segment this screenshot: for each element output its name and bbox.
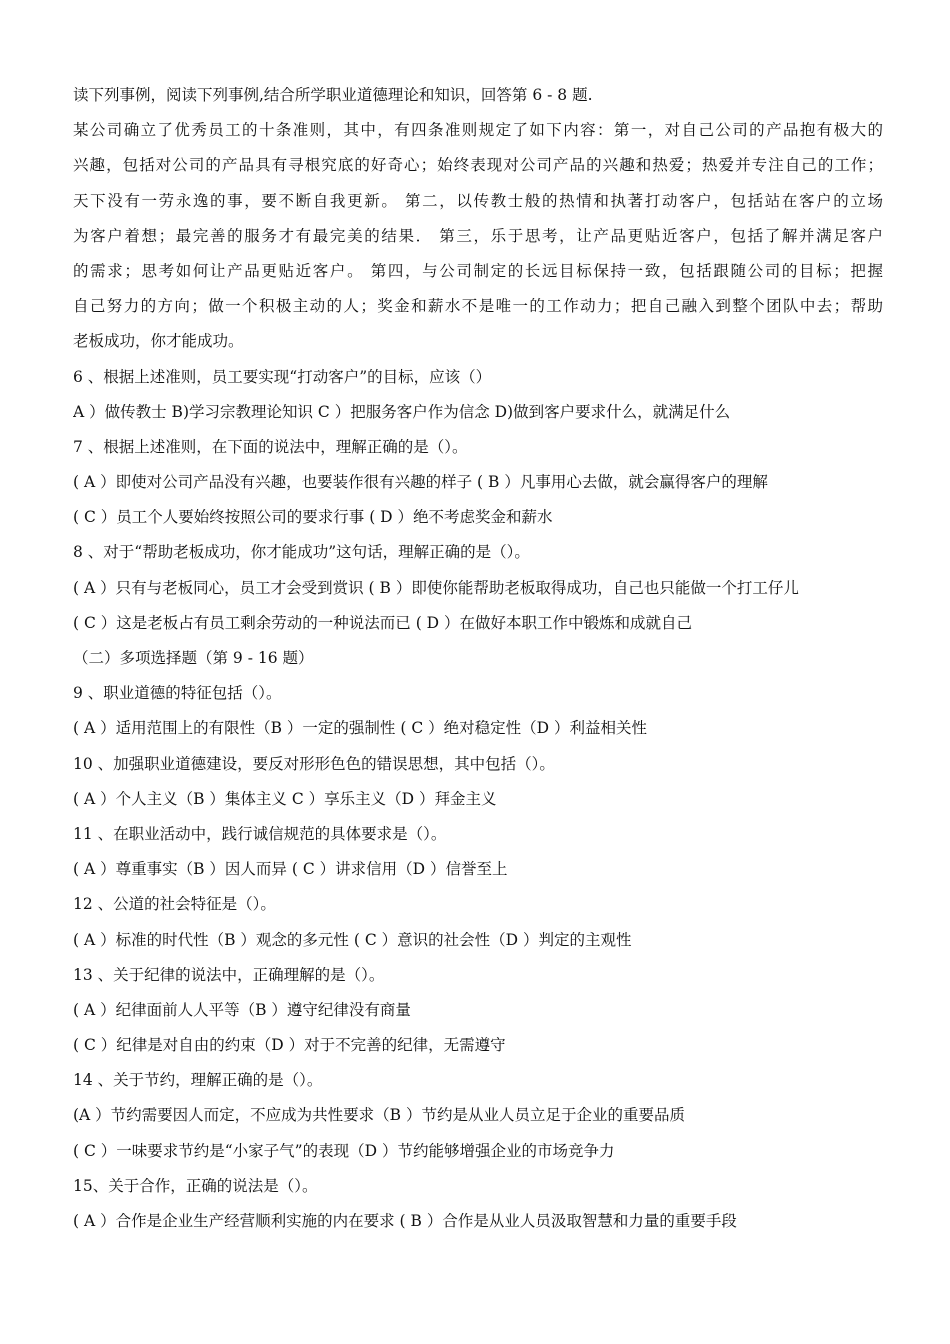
question-12: 12 、公道的社会特征是（）。 <box>73 895 276 914</box>
passage-line: 兴趣，包括对公司的产品具有寻根究底的好奇心；始终表现对公司产品的兴趣和热爱；热爱并专注自己的工作； <box>73 156 883 175</box>
question-10-options: ( A ）个人主义（B ）集体主义 C ）享乐主义（D ）拜金主义 <box>73 789 497 808</box>
question-9: 9 、职业道德的特征包括（）。 <box>73 684 282 703</box>
question-12-options: ( A ）标准的时代性（B ）观念的多元性 ( C ）意识的社会性（D ）判定的主观性 <box>73 930 632 949</box>
section-heading: （二）多项选择题（第 9 - 16 题） <box>73 649 314 667</box>
passage-line: 老板成功，你才能成功。 <box>73 332 244 351</box>
question-7-options: ( A ）即使对公司产品没有兴趣，也要装作很有兴趣的样子 ( B ）凡事用心去做，就会赢得客户的理解 <box>73 473 768 492</box>
question-7: 7 、根据上述准则，在下面的说法中，理解正确的是（）。 <box>73 437 468 456</box>
question-14-options: (A ）节约需要因人而定，不应成为共性要求（B ）节约是从业人员立足于企业的重要品质 <box>73 1106 685 1125</box>
intro-line: 读下列事例，阅读下列事例,结合所学职业道德理论和知识，回答第 6 - 8 题. <box>73 86 593 104</box>
document-page <box>73 78 883 1239</box>
case-passage <box>73 113 883 359</box>
question-8: 8 、对于“帮助老板成功，你才能成功”这句话，理解正确的是（）。 <box>73 543 530 562</box>
question-8-options: ( C ）这是老板占有员工剩余劳动的一种说法而已 ( D ）在做好本职工作中锻炼和成就自己 <box>73 613 693 632</box>
question-11: 11 、在职业活动中，践行诚信规范的具体要求是（）。 <box>73 824 447 843</box>
question-10: 10 、加强职业道德建设，要反对形形色色的错误思想，其中包括（）。 <box>73 754 555 773</box>
question-6-options: A ）做传教士 B)学习宗教理论知识 C ）把服务客户作为信念 D)做到客户要求什么，就满足什么 <box>73 402 731 421</box>
question-14-options: ( C ）一味要求节约是“小家子气”的表现（D ）节约能够增强企业的市场竞争力 <box>73 1141 615 1160</box>
question-15-options: ( A ）合作是企业生产经营顺利实施的内在要求 ( B ）合作是从业人员汲取智慧和力量的重要手段 <box>73 1212 737 1230</box>
question-15: 15、关于合作，正确的说法是（）。 <box>73 1176 318 1195</box>
passage-line: 天下没有一劳永逸的事，要不断自我更新。 第二，以传教士般的热情和执著打动客户，包括站在客户的立场 <box>73 191 883 210</box>
question-7-options: ( C ）员工个人要始终按照公司的要求行事 ( D ）绝不考虑奖金和薪水 <box>73 508 553 527</box>
question-11-options: ( A ）尊重事实（B ）因人而异 ( C ）讲求信用（D ）信誉至上 <box>73 860 508 879</box>
question-13-options: ( C ）纪律是对自由的约束（D ）对于不完善的纪律，无需遵守 <box>73 1036 506 1055</box>
question-9-options: ( A ）适用范围上的有限性（B ）一定的强制性 ( C ）绝对稳定性（D ）利益相关性 <box>73 719 647 738</box>
question-6: 6 、根据上述准则，员工要实现“打动客户”的目标，应该（） <box>73 367 492 386</box>
question-13: 13 、关于纪律的说法中，正确理解的是（）。 <box>73 965 385 984</box>
question-14: 14 、关于节约，理解正确的是（）。 <box>73 1071 323 1090</box>
passage-line: 的需求；思考如何让产品更贴近客户。 第四，与公司制定的长远目标保持一致，包括跟随公司的目标；把握 <box>73 261 883 280</box>
question-8-options: ( A ）只有与老板同心，员工才会受到赏识 ( B ）即使你能帮助老板取得成功，自己也只能做一个打工仔儿 <box>73 578 799 597</box>
passage-line: 自己努力的方向；做一个积极主动的人；奖金和薪水不是唯一的工作动力；把自己融入到整个团队中去；帮助 <box>73 297 883 316</box>
passage-line: 为客户着想；最完善的服务才有最完美的结果． 第三，乐于思考，让产品更贴近客户，包括了解并满足客户 <box>73 226 883 245</box>
question-13-options: ( A ）纪律面前人人平等（B ）遵守纪律没有商量 <box>73 1000 411 1019</box>
passage-line: 某公司确立了优秀员工的十条准则，其中，有四条准则规定了如下内容：第一，对自己公司的产品抱有极大的 <box>73 121 883 140</box>
